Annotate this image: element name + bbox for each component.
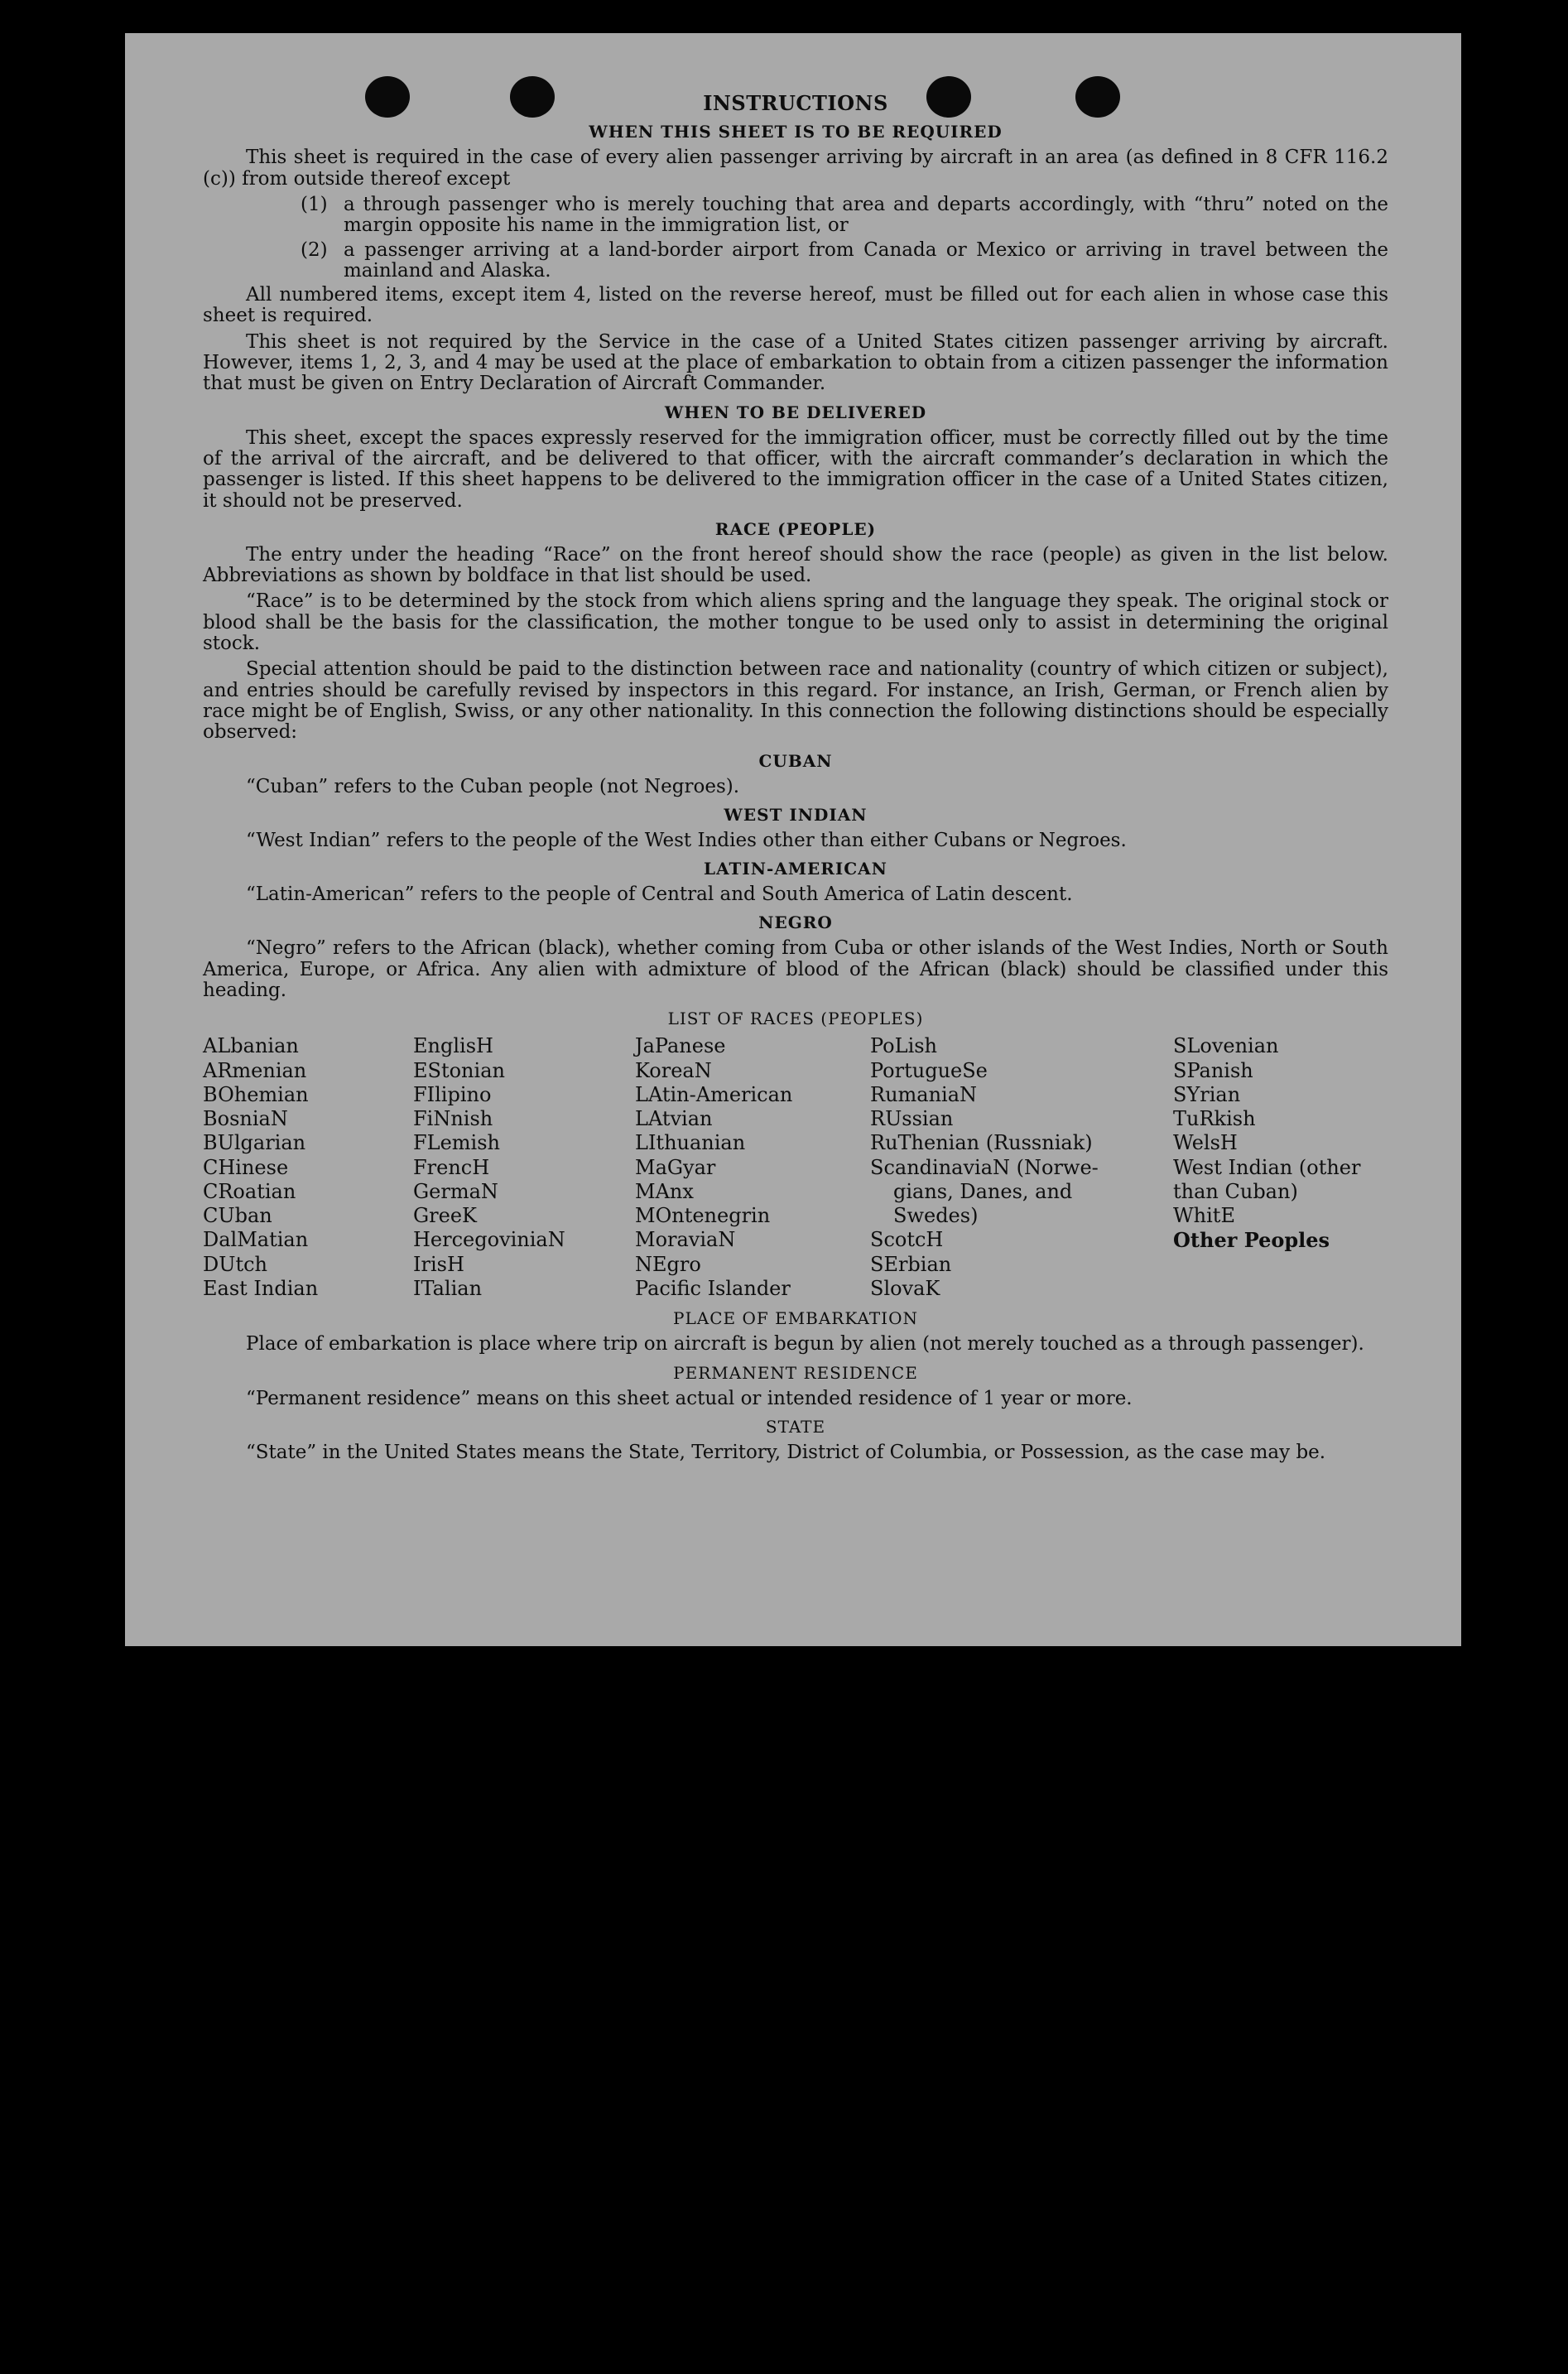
heading-place-of-embarkation: PLACE OF EMBARKATION (673, 1308, 918, 1329)
race-entry: PortugueSe (870, 1058, 988, 1082)
paragraph: All numbered items, except item 4, listed on the reverse hereof, must be filled out for each alien in whose case this sheet is required. (203, 284, 1388, 327)
race-entry: DalMatian (203, 1228, 309, 1252)
race-entry: ALbanian (203, 1034, 299, 1058)
race-entry: MaGyar (635, 1155, 716, 1179)
race-entry: TuRkish (1173, 1107, 1256, 1131)
page-title: INSTRUCTIONS (703, 91, 888, 115)
race-entry: LAtvian (635, 1107, 713, 1131)
race-entry: HercegoviniaN (413, 1228, 565, 1252)
race-entry: Swedes) (893, 1204, 979, 1228)
race-entry: West Indian (other (1173, 1155, 1361, 1179)
race-entry: JaPanese (635, 1034, 726, 1058)
item-text: a passenger arriving at a land-border airport from Canada or Mexico or arriving in travel between the mainland and Alaska. (344, 238, 1388, 282)
race-entry: LIthuanian (635, 1131, 746, 1155)
punch-hole (1075, 76, 1120, 118)
race-entry: BOhemian (203, 1082, 309, 1106)
race-entry: BUlgarian (203, 1131, 306, 1155)
race-entry: NEgro (635, 1252, 701, 1276)
race-entry: SLovenian (1173, 1034, 1279, 1058)
race-column (203, 1034, 413, 1301)
race-entry: RuThenian (Russniak) (870, 1131, 1093, 1155)
race-entry: EStonian (413, 1058, 505, 1082)
heading-race: RACE (PEOPLE) (714, 518, 877, 539)
paragraph: “Negro” refers to the African (black), whether coming from Cuba or other islands of the West Indies, North or South America, Europe, or Africa. Any alien with admixture of blood of the African (black) should be classified under this heading. (203, 937, 1388, 1001)
race-entry: CHinese (203, 1155, 289, 1179)
race-entry: IrisH (413, 1252, 464, 1276)
race-entry: SPanish (1173, 1058, 1253, 1082)
race-column (635, 1034, 870, 1301)
race-entry: ScandinaviaN (Norwe- (870, 1155, 1099, 1179)
race-entry: ARmenian (203, 1058, 307, 1082)
race-entry: SYrian (1173, 1082, 1241, 1106)
race-entry: WhitE (1173, 1204, 1235, 1228)
item-text: a through passenger who is merely touching that area and departs accordingly, with “thru” noted on the margin opposite his name in the immigration list, or (344, 193, 1388, 237)
paragraph: “West Indian” refers to the people of the West Indies other than either Cubans or Negroes. (246, 829, 1127, 851)
heading-when-delivered: WHEN TO BE DELIVERED (664, 402, 927, 422)
paragraph: “Latin-American” refers to the people of Central and South America of Latin descent. (246, 884, 1073, 906)
race-entry: than Cuban) (1173, 1179, 1298, 1203)
heading-latin-american: LATIN-AMERICAN (704, 859, 887, 879)
race-entry: Pacific Islander (635, 1276, 791, 1300)
race-entry: ScotcH (870, 1228, 944, 1252)
race-entry: SlovaK (870, 1276, 940, 1300)
heading-west-indian: WEST INDIAN (724, 804, 868, 825)
race-entry: FiNnish (413, 1107, 493, 1131)
race-entry: FrencH (413, 1155, 490, 1179)
race-entry: MoraviaN (635, 1228, 736, 1252)
punch-hole (365, 76, 410, 118)
race-entry: gians, Danes, and (893, 1179, 1073, 1203)
paragraph: This sheet, except the spaces expressly reserved for the immigration officer, must be correctly filled out by the time of the arrival of the aircraft, and be delivered to that officer, with the aircraft commander’s declaration in which the passenger is listed. If this sheet happens to be delivered to the immigration officer in the case of a United States citizen, it should not be preserved. (203, 426, 1388, 512)
race-entry: DUtch (203, 1252, 268, 1276)
race-column (413, 1034, 635, 1301)
race-entry: KoreaN (635, 1058, 712, 1082)
race-list (203, 1034, 1388, 1301)
race-entry: PoLish (870, 1034, 938, 1058)
race-column (1173, 1034, 1388, 1301)
race-entry: MOntenegrin (635, 1204, 771, 1228)
race-entry: FIlipino (413, 1082, 492, 1106)
paragraph: Place of embarkation is place where trip on aircraft is begun by alien (not merely touched as a through passenger). (246, 1333, 1364, 1356)
race-entry: East Indian (203, 1276, 319, 1300)
paragraph: This sheet is required in the case of every alien passenger arriving by aircraft in an area (as defined in 8 CFR 116.2 (c)) from outside thereof except (203, 147, 1388, 190)
heading-negro: NEGRO (758, 913, 833, 933)
paragraph: “Permanent residence” means on this sheet actual or intended residence of 1 year or more. (246, 1387, 1133, 1409)
heading-cuban: CUBAN (758, 750, 833, 771)
list-item (301, 240, 1388, 282)
paragraph: The entry under the heading “Race” on the front hereof should show the race (people) as given in the list below. Abbreviations as shown by boldface in that list should be used. (203, 543, 1388, 587)
paragraph: “Cuban” refers to the Cuban people (not Negroes). (246, 775, 740, 797)
paragraph: “Race” is to be determined by the stock from which aliens spring and the language they speak. The original stock or blood shall be the basis for the classification, the mother tongue to be used only to assist in determining the original stock. (203, 590, 1388, 655)
list-item (301, 195, 1388, 237)
race-entry: EnglisH (413, 1034, 493, 1058)
race-entry: BosniaN (203, 1107, 288, 1131)
paragraph: This sheet is not required by the Service in the case of a United States citizen passenger arriving by aircraft. However, items 1, 2, 3, and 4 may be used at the place of embarkation to obtain from a citizen passenger the information that must be given on Entry Declaration of Aircraft Commander. (203, 330, 1388, 395)
race-entry: WelsH (1173, 1131, 1238, 1155)
item-number: (1) (301, 193, 328, 215)
race-entry: CRoatian (203, 1179, 296, 1203)
race-entry: LAtin-American (635, 1082, 793, 1106)
heading-list-of-races: LIST OF RACES (PEOPLES) (667, 1009, 924, 1029)
punch-hole (510, 76, 555, 118)
race-entry: CUban (203, 1204, 272, 1228)
punch-hole (926, 76, 971, 118)
paragraph: “State” in the United States means the State, Territory, District of Columbia, or Possession, as the case may be. (246, 1441, 1326, 1463)
race-entry: Other Peoples (1173, 1228, 1330, 1253)
item-number: (2) (301, 238, 328, 261)
race-entry: SErbian (870, 1252, 952, 1276)
race-entry: FLemish (413, 1131, 500, 1155)
race-entry: RumaniaN (870, 1082, 978, 1106)
instruction-sheet (125, 33, 1461, 1646)
heading-when-required: WHEN THIS SHEET IS TO BE REQUIRED (589, 122, 1003, 142)
paragraph: Special attention should be paid to the distinction between race and nationality (country of which citizen or subject), and entries should be carefully revised by inspectors in this regard. For instance, an Irish, German, or French alien by race might be of English, Swiss, or any other nationality. In this connection the following distinctions should be especially observed: (203, 658, 1388, 744)
race-entry: MAnx (635, 1179, 694, 1203)
race-column (870, 1034, 1173, 1301)
heading-permanent-residence: PERMANENT RESIDENCE (673, 1362, 918, 1383)
race-entry: GermaN (413, 1179, 498, 1203)
heading-state: STATE (765, 1416, 826, 1437)
race-entry: GreeK (413, 1204, 477, 1228)
race-entry: ITalian (413, 1276, 483, 1300)
race-entry: RUssian (870, 1107, 954, 1131)
